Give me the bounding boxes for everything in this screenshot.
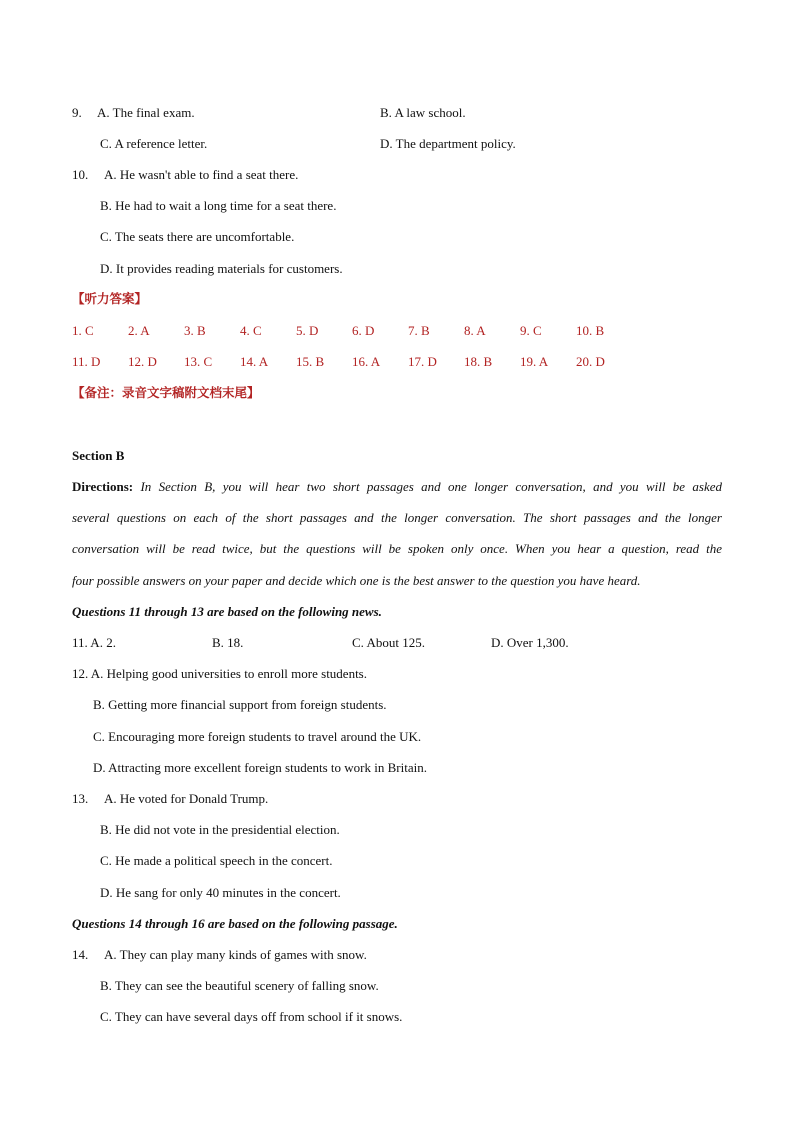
q14-option-c: C. They can have several days off from school if it snows. <box>100 1009 403 1024</box>
q10-option-a: A. He wasn't able to find a seat there. <box>104 167 299 182</box>
q9-option-c: C. A reference letter. <box>100 136 208 151</box>
group1-heading: Questions 11 through 13 are based on the following news. <box>72 604 382 619</box>
answer-item: 16. A <box>352 354 381 369</box>
q11-option-a: 11. A. 2. <box>72 635 116 650</box>
q9-option-b: B. A law school. <box>380 105 466 120</box>
answer-item: 12. D <box>128 354 157 369</box>
answer-item: 5. D <box>296 323 319 338</box>
directions-line-4: four possible answers on your paper and decide which one is the best answer to the question you have heard. <box>72 573 641 588</box>
answer-item: 17. D <box>408 354 437 369</box>
q11-option-b: B. 18. <box>212 635 244 650</box>
q13-option-a: A. He voted for Donald Trump. <box>104 791 269 806</box>
directions-text: In Section B, you will hear two short passages and one longer conversation, and you will be asked <box>133 479 722 494</box>
directions-line-3: conversation will be read twice, but the questions will be spoken only once. When you hear a question, read the <box>72 541 722 556</box>
q12-option-a: 12. A. Helping good universities to enroll more students. <box>72 666 367 681</box>
q12-option-d: D. Attracting more excellent foreign students to work in Britain. <box>93 760 427 775</box>
answer-item: 2. A <box>128 323 150 338</box>
directions-label: Directions: <box>72 479 134 494</box>
q10-number: 10. <box>72 167 89 182</box>
q9-option-a: A. The final exam. <box>97 105 195 120</box>
q10-option-d: D. It provides reading materials for customers. <box>100 261 343 276</box>
q14-option-b: B. They can see the beautiful scenery of falling snow. <box>100 978 379 993</box>
answer-heading: 【听力答案】 <box>72 291 148 306</box>
answer-item: 6. D <box>352 323 375 338</box>
answer-item: 20. D <box>576 354 605 369</box>
q14-option-a: A. They can play many kinds of games with snow. <box>104 947 367 962</box>
answer-item: 19. A <box>520 354 549 369</box>
q10-option-c: C. The seats there are uncomfortable. <box>100 229 295 244</box>
answer-item: 3. B <box>184 323 206 338</box>
q12-option-c: C. Encouraging more foreign students to travel around the UK. <box>93 729 422 744</box>
answer-item: 15. B <box>296 354 325 369</box>
answer-item: 4. C <box>240 323 262 338</box>
answer-item: 18. B <box>464 354 493 369</box>
answer-item: 9. C <box>520 323 542 338</box>
section-b-title: Section B <box>72 448 125 463</box>
q12-option-b: B. Getting more financial support from foreign students. <box>93 697 387 712</box>
q13-number: 13. <box>72 791 89 806</box>
q9-option-d: D. The department policy. <box>380 136 516 151</box>
directions-line-1 <box>72 478 722 496</box>
answer-item: 11. D <box>72 354 101 369</box>
answer-item: 13. C <box>184 354 213 369</box>
q13-option-b: B. He did not vote in the presidential election. <box>100 822 340 837</box>
q13-option-d: D. He sang for only 40 minutes in the concert. <box>100 885 341 900</box>
answer-item: 8. A <box>464 323 486 338</box>
transcript-note: 【备注：录音文字稿附文档末尾】 <box>72 385 260 400</box>
q14-number: 14. <box>72 947 89 962</box>
answer-item: 7. B <box>408 323 430 338</box>
directions-line-2: several questions on each of the short passages and the longer conversation. The short passages and the longer <box>72 510 722 525</box>
group2-heading: Questions 14 through 16 are based on the following passage. <box>72 916 398 931</box>
q9-number: 9. <box>72 105 82 120</box>
q11-option-c: C. About 125. <box>352 635 425 650</box>
q11-option-d: D. Over 1,300. <box>491 635 569 650</box>
q13-option-c: C. He made a political speech in the concert. <box>100 853 333 868</box>
answer-item: 1. C <box>72 323 94 338</box>
answer-item: 14. A <box>240 354 269 369</box>
answer-item: 10. B <box>576 323 605 338</box>
q10-option-b: B. He had to wait a long time for a seat there. <box>100 198 337 213</box>
